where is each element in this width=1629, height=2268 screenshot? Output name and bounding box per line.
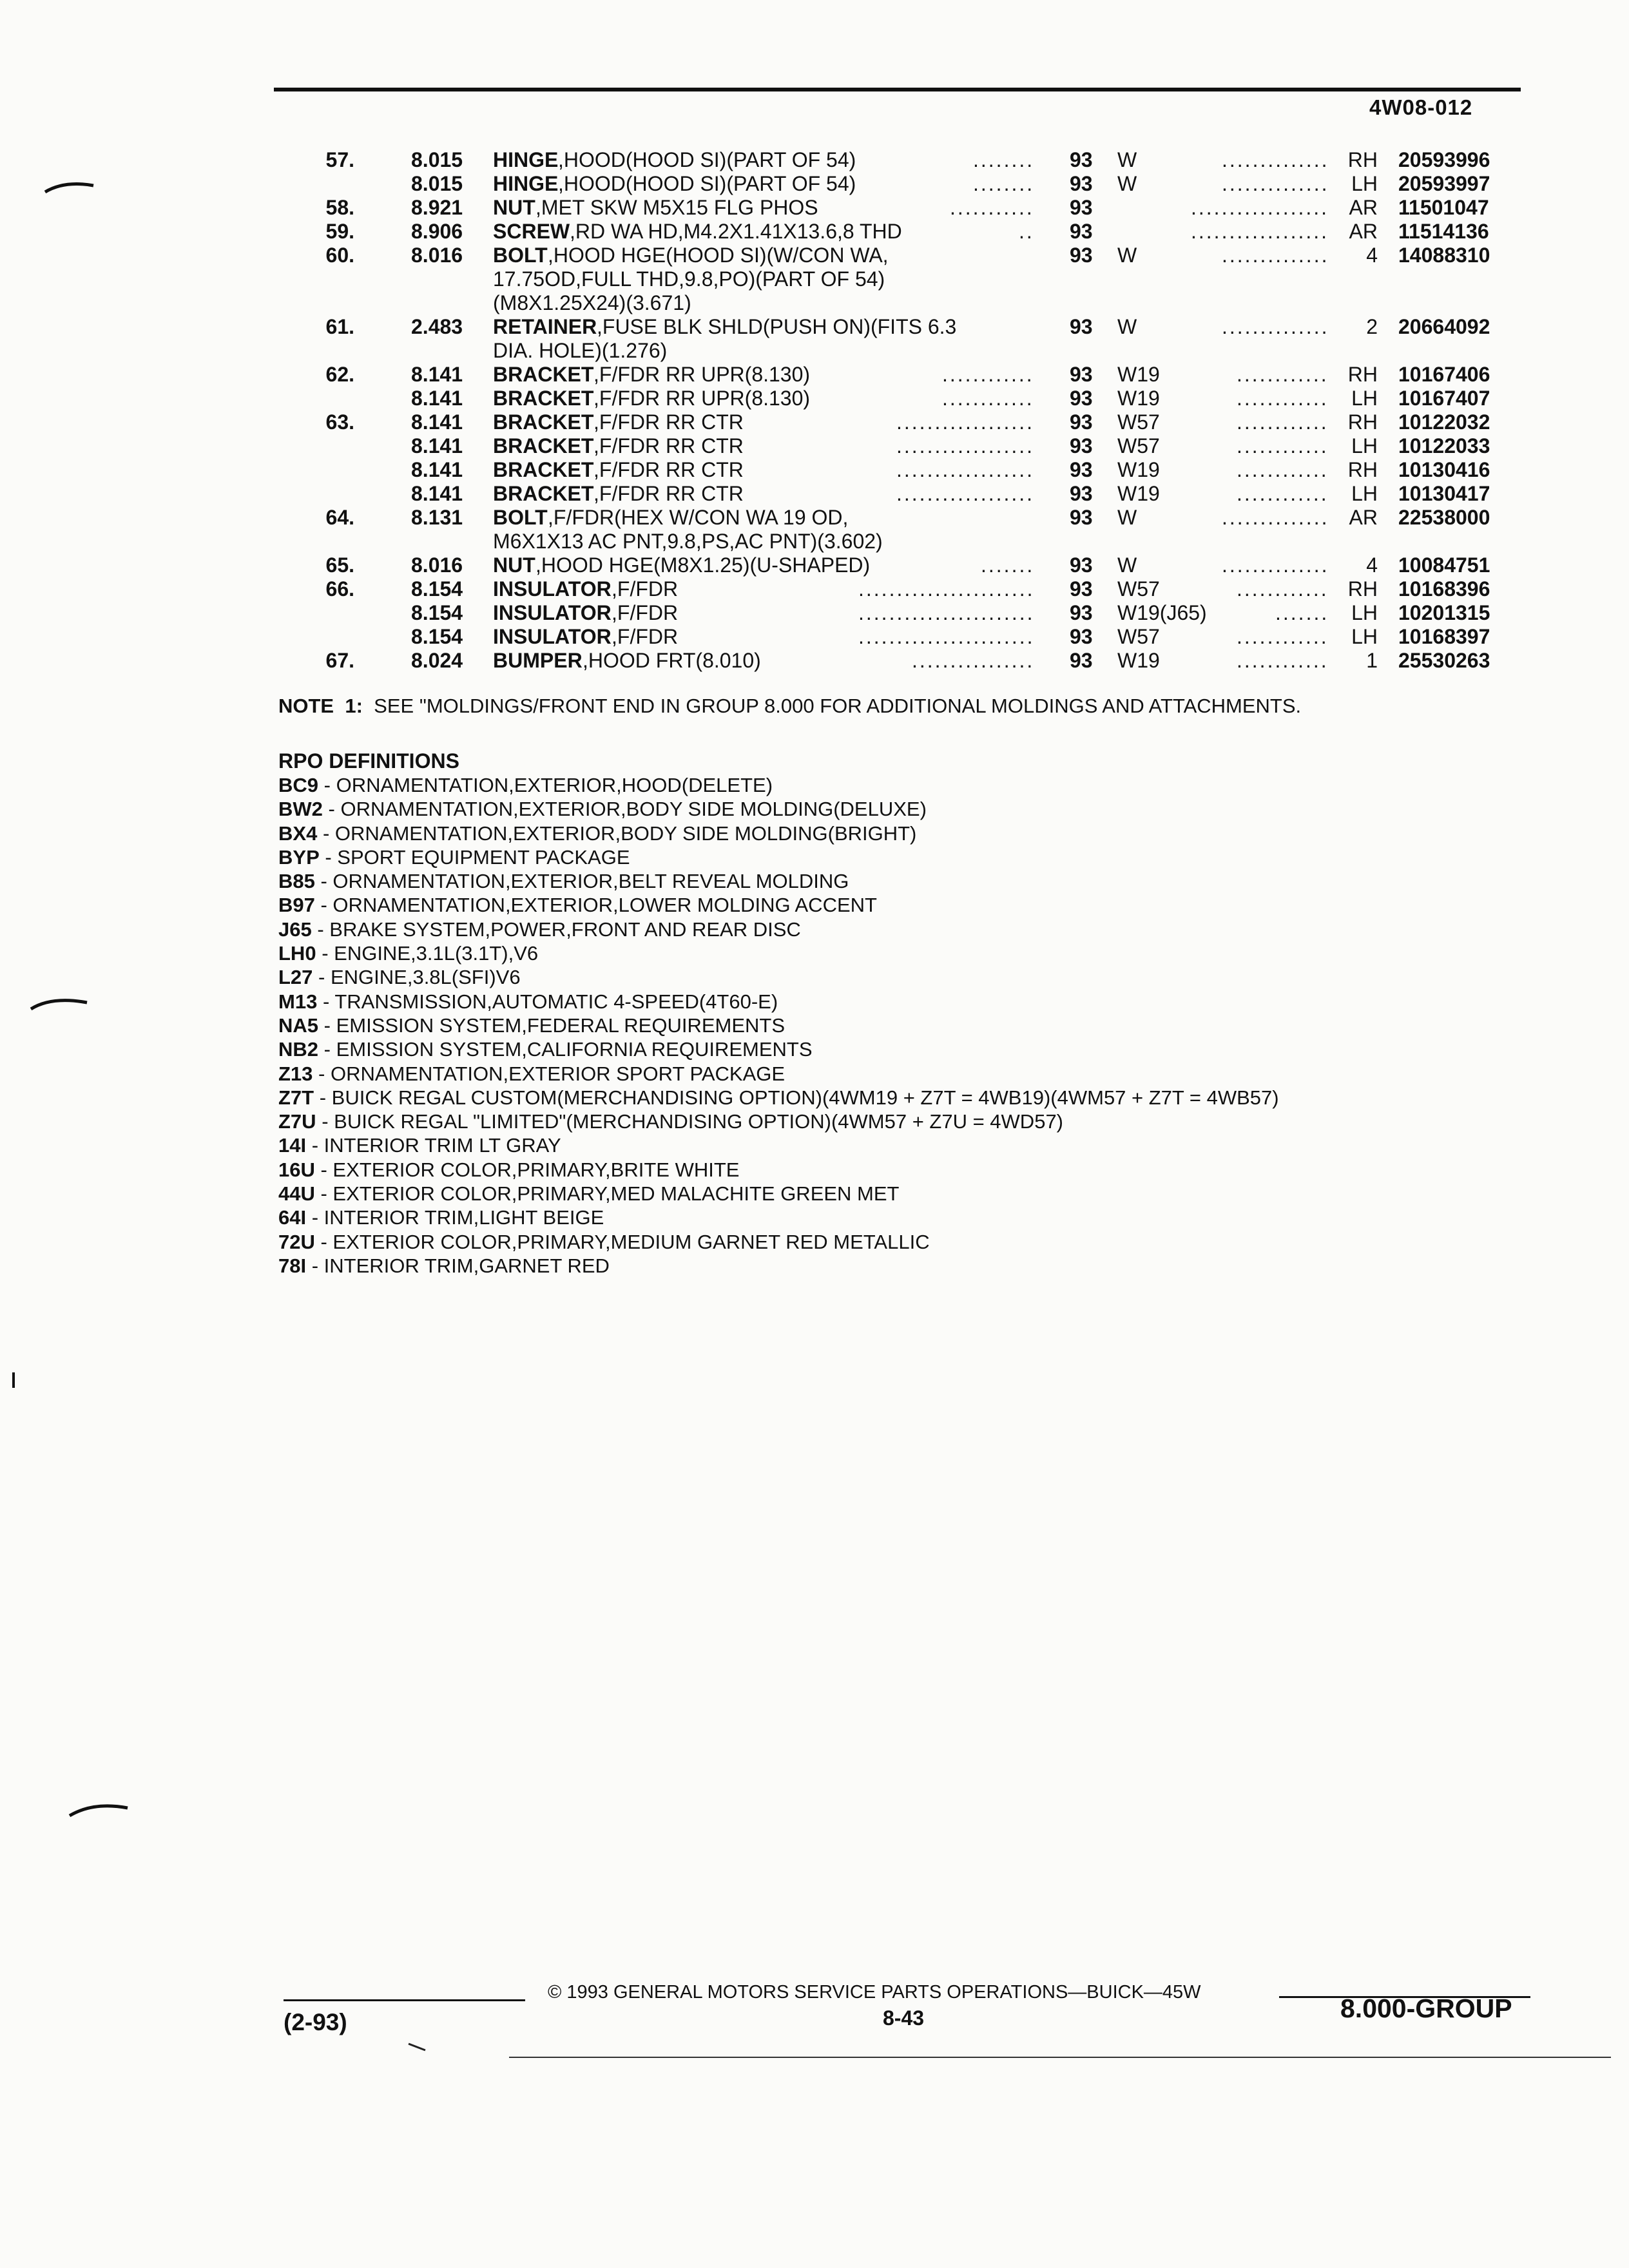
part-quantity: LH [1351, 172, 1378, 195]
leader-dots: ............ [1237, 625, 1329, 648]
part-model-year: 93 [1070, 148, 1093, 171]
part-option-code: W19 [1117, 458, 1160, 481]
rpo-code: BW2 [278, 798, 323, 821]
rpo-item [278, 797, 1279, 821]
part-number: 22538000 [1398, 506, 1490, 529]
part-name: BRACKET [493, 410, 594, 434]
note-label: NOTE [278, 695, 334, 717]
part-row [0, 410, 1629, 434]
part-model-year: 93 [1070, 577, 1093, 601]
rpo-description: - ORNAMENTATION,EXTERIOR SPORT PACKAGE [318, 1062, 786, 1085]
part-row [0, 363, 1629, 387]
leader-dots: .............. [1222, 553, 1329, 577]
part-ref-number: 58. [325, 196, 354, 219]
part-row [0, 244, 1629, 267]
part-group-code: 8.141 [411, 434, 463, 457]
part-row [0, 387, 1629, 410]
part-description: ,HOOD HGE(HOOD SI)(W/CON WA, [548, 244, 889, 267]
leader-dots: ............ [1237, 577, 1329, 601]
part-ref-number: 63. [325, 410, 354, 434]
part-model-year: 93 [1070, 649, 1093, 672]
rpo-code: L27 [278, 966, 313, 989]
part-group-code: 8.141 [411, 458, 463, 481]
part-number: 10168397 [1398, 625, 1490, 648]
part-option-code: W19 [1117, 363, 1160, 386]
leader-dots: .................. [896, 410, 1035, 434]
part-group-code: 8.154 [411, 577, 463, 601]
rpo-code: B85 [278, 870, 315, 893]
rpo-item [278, 1086, 1279, 1110]
part-model-year: 93 [1070, 196, 1093, 219]
part-description-continued: (M8X1.25X24)(3.671) [493, 291, 691, 314]
part-group-code: 8.921 [411, 196, 463, 219]
rpo-item [278, 965, 1279, 989]
part-group-code: 8.015 [411, 172, 463, 195]
part-option-code: W [1117, 172, 1137, 195]
leader-dots: .................. [896, 482, 1035, 505]
part-name: NUT [493, 196, 535, 219]
part-model-year: 93 [1070, 506, 1093, 529]
rpo-item [278, 1014, 1279, 1037]
part-row-continuation [0, 267, 1629, 291]
part-option-code: W [1117, 506, 1137, 529]
rpo-description: - BUICK REGAL CUSTOM(MERCHANDISING OPTION)(4WM19 + Z7T = 4WB19)(4WM57 + Z7T = 4WB57) [319, 1086, 1279, 1109]
part-description: ,F/FDR [612, 625, 679, 648]
part-option-code: W19 [1117, 387, 1160, 410]
part-row [0, 172, 1629, 196]
leader-dots: .............. [1222, 244, 1329, 267]
part-number: 10168396 [1398, 577, 1490, 601]
rpo-code: Z7T [278, 1086, 314, 1109]
part-row [0, 577, 1629, 601]
part-group-code: 8.154 [411, 601, 463, 624]
part-group-code: 8.024 [411, 649, 463, 672]
part-quantity: LH [1351, 434, 1378, 457]
rpo-code: BC9 [278, 774, 319, 796]
rpo-code: 78I [278, 1254, 307, 1277]
rpo-code: J65 [278, 918, 312, 941]
part-quantity: LH [1351, 601, 1378, 624]
rpo-item [278, 869, 1279, 893]
rpo-code: LH0 [278, 942, 316, 965]
part-ref-number: 67. [325, 649, 354, 672]
part-ref-number: 59. [325, 220, 354, 243]
part-row-continuation [0, 291, 1629, 315]
part-ref-number: 60. [325, 244, 354, 267]
part-number: 11514136 [1398, 220, 1489, 243]
part-name: BUMPER [493, 649, 583, 672]
part-ref-number: 64. [325, 506, 354, 529]
rpo-description: - ENGINE,3.1L(3.1T),V6 [322, 942, 539, 965]
part-quantity: LH [1351, 625, 1378, 648]
part-name: INSULATOR [493, 577, 612, 601]
part-description: ,F/FDR RR UPR(8.130) [593, 387, 811, 410]
rpo-code: 44U [278, 1182, 315, 1206]
leader-dots: .............. [1222, 506, 1329, 529]
rpo-code: 16U [278, 1158, 315, 1181]
leader-dots: .................. [896, 458, 1035, 481]
part-group-code: 8.016 [411, 244, 463, 267]
part-group-code: 8.154 [411, 625, 463, 648]
leader-dots: .............. [1222, 315, 1329, 338]
part-group-code: 8.141 [411, 482, 463, 505]
part-model-year: 93 [1070, 315, 1093, 338]
note-line [278, 695, 1301, 718]
part-model-year: 93 [1070, 625, 1093, 648]
part-quantity: LH [1351, 482, 1378, 505]
part-row [0, 196, 1629, 220]
leader-dots: ............ [1237, 458, 1329, 481]
part-name: SCREW [493, 220, 570, 243]
rpo-description: - INTERIOR TRIM LT GRAY [311, 1134, 561, 1157]
note-text: SEE "MOLDINGS/FRONT END IN GROUP 8.000 FOR ADDITIONAL MOLDINGS AND ATTACHMENTS. [374, 695, 1302, 717]
leader-dots: .................. [1191, 220, 1329, 243]
part-quantity: RH [1347, 148, 1378, 171]
scan-speck [12, 1372, 15, 1388]
part-description-continued: M6X1X13 AC PNT,9.8,PS,AC PNT)(3.602) [493, 530, 883, 553]
page-number: 8-43 [883, 2006, 925, 2030]
date-code: (2-93) [284, 2009, 347, 2035]
rpo-description: - ORNAMENTATION,EXTERIOR,HOOD(DELETE) [323, 774, 773, 796]
rpo-code: Z13 [278, 1062, 313, 1085]
part-option-code: W [1117, 148, 1137, 171]
part-number: 14088310 [1398, 244, 1490, 267]
part-description: ,F/FDR RR CTR [593, 434, 744, 457]
leader-dots: ............ [1237, 387, 1329, 410]
part-description-continued: DIA. HOLE)(1.276) [493, 339, 668, 362]
part-name: HINGE [493, 172, 559, 195]
part-name: BRACKET [493, 482, 594, 505]
part-row-continuation [0, 530, 1629, 553]
rpo-item [278, 845, 1279, 869]
footer-rule-left [284, 1999, 525, 2001]
header-rule [274, 88, 1521, 91]
part-quantity: 4 [1366, 553, 1378, 577]
part-option-code: W57 [1117, 410, 1160, 434]
rpo-item [278, 941, 1279, 965]
leader-dots: ....... [981, 553, 1035, 577]
part-group-code: 8.906 [411, 220, 463, 243]
part-option-code: W57 [1117, 625, 1160, 648]
rpo-item [278, 1133, 1279, 1157]
footer-bottom-rule [509, 2057, 1611, 2058]
scan-tick-icon [406, 2041, 432, 2054]
part-ref-number: 65. [325, 553, 354, 577]
rpo-description: - EMISSION SYSTEM,FEDERAL REQUIREMENTS [323, 1014, 786, 1037]
part-description: ,MET SKW M5X15 FLG PHOS [535, 196, 818, 219]
part-quantity: 1 [1366, 649, 1378, 672]
part-number: 10130416 [1398, 458, 1490, 481]
rpo-item [278, 1182, 1279, 1206]
part-row-continuation [0, 339, 1629, 363]
part-model-year: 93 [1070, 363, 1093, 386]
part-description: ,F/FDR(HEX W/CON WA 19 OD, [548, 506, 849, 529]
part-number: 20593997 [1398, 172, 1490, 195]
part-quantity: 4 [1366, 244, 1378, 267]
part-description: ,F/FDR [612, 577, 679, 601]
part-row [0, 434, 1629, 458]
part-model-year: 93 [1070, 410, 1093, 434]
leader-dots: ............ [1237, 434, 1329, 457]
part-description: ,F/FDR RR CTR [593, 458, 744, 481]
leader-dots: .............. [1222, 148, 1329, 171]
rpo-item [278, 1206, 1279, 1229]
rpo-code: 72U [278, 1230, 315, 1253]
rpo-description: - EXTERIOR COLOR,PRIMARY,MEDIUM GARNET RED METALLIC [320, 1230, 930, 1253]
leader-dots: .................. [1191, 196, 1329, 219]
rpo-item [278, 822, 1279, 845]
rpo-item [278, 1230, 1279, 1254]
part-description: ,F/FDR RR CTR [593, 410, 744, 434]
leader-dots: ........ [973, 148, 1035, 171]
part-description-continued: 17.75OD,FULL THD,9.8,PO)(PART OF 54) [493, 267, 885, 291]
part-model-year: 93 [1070, 244, 1093, 267]
part-group-code: 8.015 [411, 148, 463, 171]
rpo-description: - BUICK REGAL "LIMITED"(MERCHANDISING OPTION)(4WM57 + Z7U = 4WD57) [322, 1110, 1064, 1133]
leader-dots: ....................... [858, 577, 1035, 601]
note-number: 1: [345, 695, 363, 717]
rpo-item [278, 990, 1279, 1014]
rpo-description: - EXTERIOR COLOR,PRIMARY,BRITE WHITE [320, 1158, 740, 1181]
part-name: RETAINER [493, 315, 597, 338]
part-group-code: 8.141 [411, 410, 463, 434]
part-number: 10122032 [1398, 410, 1490, 434]
rpo-description: - INTERIOR TRIM,LIGHT BEIGE [311, 1206, 604, 1229]
part-option-code: W19 [1117, 482, 1160, 505]
part-model-year: 93 [1070, 220, 1093, 243]
rpo-description: - INTERIOR TRIM,GARNET RED [311, 1254, 610, 1277]
group-label: 8.000-GROUP [1340, 1994, 1512, 2023]
rpo-code: BYP [278, 845, 320, 869]
part-name: INSULATOR [493, 625, 612, 648]
leader-dots: ....................... [858, 625, 1035, 648]
part-option-code: W19(J65) [1117, 601, 1207, 624]
part-number: 11501047 [1398, 196, 1489, 219]
part-option-code: W19 [1117, 649, 1160, 672]
part-group-code: 2.483 [411, 315, 463, 338]
rpo-description: - EMISSION SYSTEM,CALIFORNIA REQUIREMENTS [323, 1038, 813, 1061]
leader-dots: ............ [1237, 410, 1329, 434]
part-description: ,HOOD(HOOD SI)(PART OF 54) [558, 148, 856, 171]
part-row [0, 506, 1629, 530]
rpo-code: 14I [278, 1134, 307, 1157]
leader-dots: ........ [973, 172, 1035, 195]
part-model-year: 93 [1070, 387, 1093, 410]
rpo-item [278, 773, 1279, 797]
leader-dots: ............ [1237, 482, 1329, 505]
rpo-description: - TRANSMISSION,AUTOMATIC 4-SPEED(4T60-E) [322, 990, 778, 1013]
part-number: 10167406 [1398, 363, 1490, 386]
part-model-year: 93 [1070, 601, 1093, 624]
rpo-description: - ORNAMENTATION,EXTERIOR,BODY SIDE MOLDING(BRIGHT) [322, 822, 917, 845]
copyright-text: © 1993 GENERAL MOTORS SERVICE PARTS OPERATIONS—BUICK—45W [548, 1982, 1201, 2003]
part-row [0, 625, 1629, 649]
part-number: 20593996 [1398, 148, 1490, 171]
rpo-item [278, 893, 1279, 917]
part-description: ,F/FDR RR CTR [593, 482, 744, 505]
part-number: 10122033 [1398, 434, 1490, 457]
part-name: BRACKET [493, 458, 594, 481]
part-name: NUT [493, 553, 535, 577]
rpo-description: - EXTERIOR COLOR,PRIMARY,MED MALACHITE GREEN MET [320, 1182, 900, 1206]
part-row [0, 458, 1629, 482]
part-row [0, 482, 1629, 506]
part-quantity: 2 [1366, 315, 1378, 338]
binder-mark-icon [64, 1798, 135, 1823]
part-model-year: 93 [1070, 458, 1093, 481]
part-name: BRACKET [493, 434, 594, 457]
part-description: ,HOOD(HOOD SI)(PART OF 54) [558, 172, 856, 195]
part-row [0, 148, 1629, 172]
part-number: 10130417 [1398, 482, 1490, 505]
part-description: ,F/FDR RR UPR(8.130) [593, 363, 811, 386]
rpo-code: Z7U [278, 1110, 316, 1133]
part-row [0, 649, 1629, 673]
rpo-item [278, 1254, 1279, 1278]
rpo-item [278, 1062, 1279, 1086]
part-name: BOLT [493, 506, 548, 529]
part-model-year: 93 [1070, 482, 1093, 505]
leader-dots: .. [1019, 220, 1034, 243]
leader-dots: ....................... [858, 601, 1035, 624]
part-option-code: W57 [1117, 577, 1160, 601]
part-option-code: W [1117, 553, 1137, 577]
part-row [0, 601, 1629, 625]
rpo-description: - ORNAMENTATION,EXTERIOR,LOWER MOLDING ACCENT [320, 894, 877, 917]
part-name: BRACKET [493, 387, 594, 410]
document-id: 4W08-012 [1369, 95, 1473, 119]
part-number: 20664092 [1398, 315, 1490, 338]
leader-dots: ............ [1237, 649, 1329, 672]
part-option-code: W [1117, 244, 1137, 267]
part-description: ,HOOD FRT(8.010) [583, 649, 761, 672]
rpo-code: NB2 [278, 1038, 319, 1061]
part-number: 10201315 [1398, 601, 1490, 624]
part-ref-number: 57. [325, 148, 354, 171]
rpo-item [278, 1110, 1279, 1133]
part-description: ,RD WA HD,M4.2X1.41X13.6,8 THD [570, 220, 902, 243]
part-option-code: W57 [1117, 434, 1160, 457]
part-ref-number: 66. [325, 577, 354, 601]
part-group-code: 8.141 [411, 387, 463, 410]
leader-dots: .............. [1222, 172, 1329, 195]
part-group-code: 8.131 [411, 506, 463, 529]
rpo-description: - BRAKE SYSTEM,POWER,FRONT AND REAR DISC [317, 918, 801, 941]
part-group-code: 8.016 [411, 553, 463, 577]
part-model-year: 93 [1070, 434, 1093, 457]
rpo-definitions-list [278, 773, 1279, 1278]
part-number: 10167407 [1398, 387, 1490, 410]
rpo-item [278, 1158, 1279, 1182]
part-quantity: RH [1347, 363, 1378, 386]
part-name: BOLT [493, 244, 548, 267]
part-quantity: LH [1351, 387, 1378, 410]
rpo-description: - ORNAMENTATION,EXTERIOR,BELT REVEAL MOLDING [320, 870, 849, 893]
rpo-code: NA5 [278, 1014, 319, 1037]
rpo-item [278, 1037, 1279, 1061]
part-name: INSULATOR [493, 601, 612, 624]
part-option-code: W [1117, 315, 1137, 338]
part-quantity: RH [1347, 577, 1378, 601]
part-quantity: RH [1347, 410, 1378, 434]
rpo-code: BX4 [278, 822, 318, 845]
leader-dots: ............ [1237, 363, 1329, 386]
leader-dots: ........... [950, 196, 1034, 219]
part-description: ,HOOD HGE(M8X1.25)(U-SHAPED) [535, 553, 871, 577]
part-model-year: 93 [1070, 172, 1093, 195]
rpo-description: - ENGINE,3.8L(SFI)V6 [318, 966, 521, 989]
rpo-description: - ORNAMENTATION,EXTERIOR,BODY SIDE MOLDING(DELUXE) [328, 798, 927, 821]
leader-dots: .................. [896, 434, 1035, 457]
part-quantity: AR [1349, 220, 1378, 243]
rpo-code: B97 [278, 894, 315, 917]
rpo-code: 64I [278, 1206, 307, 1229]
part-model-year: 93 [1070, 553, 1093, 577]
part-quantity: AR [1349, 196, 1378, 219]
part-quantity: AR [1349, 506, 1378, 529]
part-description: ,FUSE BLK SHLD(PUSH ON)(FITS 6.3 [597, 315, 957, 338]
part-ref-number: 62. [325, 363, 354, 386]
rpo-code: M13 [278, 990, 318, 1013]
part-row [0, 220, 1629, 244]
leader-dots: ................ [912, 649, 1035, 672]
leader-dots: ....... [1275, 601, 1329, 624]
rpo-title: RPO DEFINITIONS [278, 749, 459, 773]
rpo-description: - SPORT EQUIPMENT PACKAGE [325, 845, 630, 869]
part-name: BRACKET [493, 363, 594, 386]
part-number: 10084751 [1398, 553, 1490, 577]
part-description: ,F/FDR [612, 601, 679, 624]
leader-dots: ............ [942, 387, 1034, 410]
part-quantity: RH [1347, 458, 1378, 481]
part-group-code: 8.141 [411, 363, 463, 386]
rpo-item [278, 918, 1279, 941]
part-ref-number: 61. [325, 315, 354, 338]
binder-mark-icon [26, 992, 97, 1018]
part-row [0, 315, 1629, 339]
part-number: 25530263 [1398, 649, 1490, 672]
part-row [0, 553, 1629, 577]
leader-dots: ............ [942, 363, 1034, 386]
part-name: HINGE [493, 148, 559, 171]
